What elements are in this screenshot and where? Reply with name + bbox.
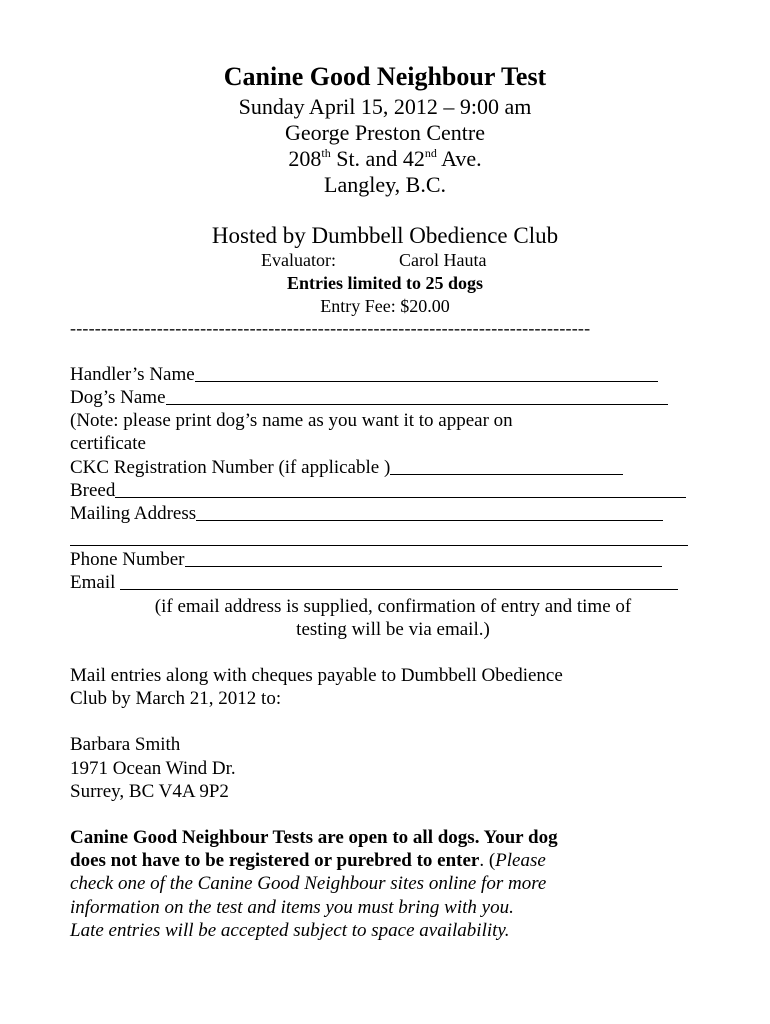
email-note-cont: testing will be via email.) bbox=[296, 619, 490, 640]
breed-label: Breed bbox=[70, 480, 116, 501]
registration-notice bbox=[70, 850, 546, 872]
street-superscript: th bbox=[321, 146, 331, 160]
registration-notice-bold: does not have to be registered or purebred to enter bbox=[70, 850, 480, 871]
address-street: 1971 Ocean Wind Dr. bbox=[70, 758, 236, 779]
mail-instructions: Mail entries along with cheques payable to Dumbbell Obedience bbox=[70, 665, 563, 686]
event-venue: George Preston Centre bbox=[285, 120, 485, 145]
street-middle: St. and 42 bbox=[330, 146, 425, 171]
page-title: Canine Good Neighbour Test bbox=[223, 62, 547, 91]
mail-instructions-cont: Club by March 21, 2012 to: bbox=[70, 688, 282, 709]
registration-notice-italic: Please bbox=[495, 850, 546, 871]
address-name: Barbara Smith bbox=[70, 734, 181, 755]
ckc-registration-field[interactable] bbox=[70, 457, 623, 479]
mailing-address-field[interactable] bbox=[70, 503, 663, 525]
street-number: 208 bbox=[288, 146, 322, 171]
dog-name-note: (Note: please print dog’s name as you want it to appear on bbox=[70, 410, 513, 431]
phone-number-line[interactable] bbox=[185, 566, 662, 567]
registration-notice-sep: . ( bbox=[479, 850, 496, 871]
entries-limit: Entries limited to 25 dogs bbox=[287, 273, 483, 293]
evaluator-label: Evaluator: bbox=[261, 250, 336, 270]
avenue-superscript: nd bbox=[424, 146, 437, 160]
email-field[interactable] bbox=[70, 572, 678, 594]
dog-name-line[interactable] bbox=[166, 404, 668, 405]
dog-name-label: Dog’s Name bbox=[70, 387, 166, 408]
breed-line[interactable] bbox=[115, 497, 686, 498]
hosted-by: Hosted by Dumbbell Obedience Club bbox=[211, 223, 559, 248]
sites-online-note: check one of the Canine Good Neighbour sites online for more bbox=[70, 873, 547, 894]
mailing-address-label: Mailing Address bbox=[70, 503, 197, 524]
event-date: Sunday April 15, 2012 – 9:00 am bbox=[238, 94, 532, 119]
dog-name-field[interactable] bbox=[70, 387, 668, 409]
open-to-all-notice: Canine Good Neighbour Tests are open to all dogs. Your dog bbox=[70, 827, 558, 848]
late-entries-note: Late entries will be accepted subject to space availability. bbox=[70, 920, 510, 941]
evaluator-name: Carol Hauta bbox=[399, 250, 487, 270]
dashed-separator: ------------------------------------------------------------------------------------ bbox=[70, 318, 591, 338]
phone-number-label: Phone Number bbox=[70, 549, 185, 570]
event-street bbox=[0, 146, 770, 172]
event-city: Langley, B.C. bbox=[324, 172, 446, 197]
email-note: (if email address is supplied, confirmation of entry and time of bbox=[154, 596, 632, 617]
handler-name-line[interactable] bbox=[195, 381, 658, 382]
mailing-address-line[interactable] bbox=[196, 520, 663, 521]
ckc-registration-line[interactable] bbox=[390, 474, 623, 475]
handler-name-field[interactable] bbox=[70, 364, 658, 386]
address-city: Surrey, BC V4A 9P2 bbox=[70, 781, 229, 802]
avenue-text: Ave. bbox=[436, 146, 482, 171]
ckc-registration-label: CKC Registration Number (if applicable ) bbox=[70, 457, 391, 478]
phone-number-field[interactable] bbox=[70, 549, 662, 571]
handler-name-label: Handler’s Name bbox=[70, 364, 195, 385]
mailing-address-line-2[interactable] bbox=[70, 545, 688, 546]
email-label: Email bbox=[70, 572, 121, 593]
breed-field[interactable] bbox=[70, 480, 686, 502]
email-line[interactable] bbox=[120, 589, 678, 590]
test-info-note: information on the test and items you must bring with you. bbox=[70, 897, 514, 918]
dog-name-note-cont: certificate bbox=[70, 433, 146, 454]
entry-fee: Entry Fee: $20.00 bbox=[320, 296, 450, 316]
